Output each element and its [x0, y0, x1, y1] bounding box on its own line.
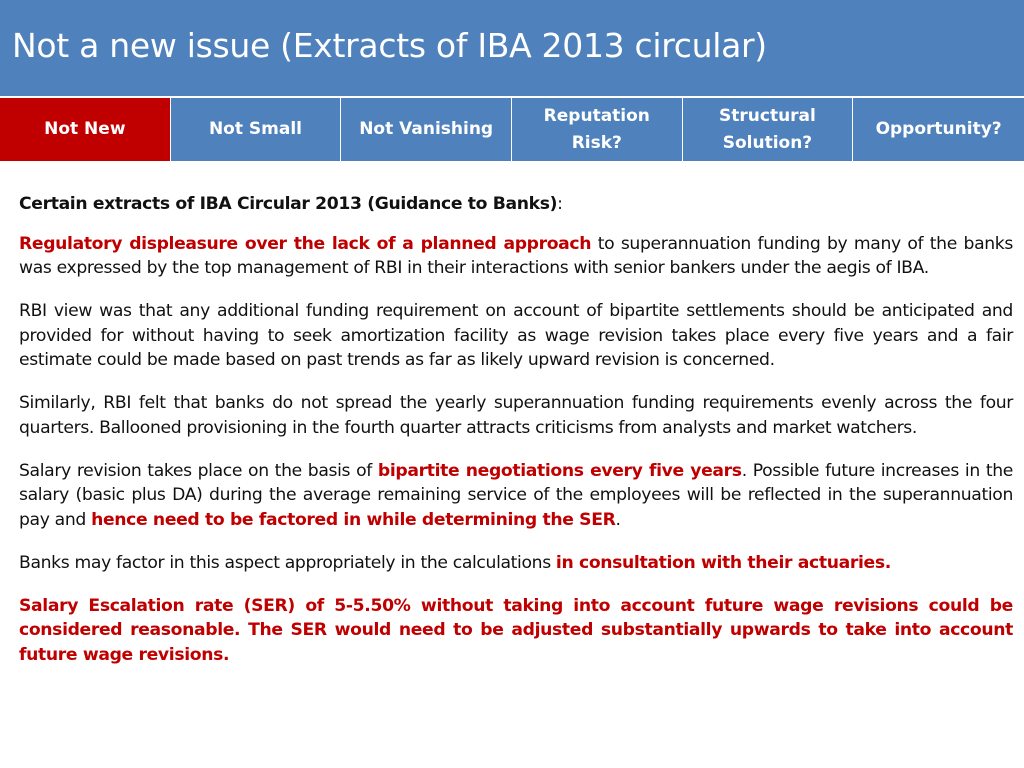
highlight-actuaries: in consultation with their actuaries.	[555, 552, 891, 573]
tab-structural-solution[interactable]: Structural Solution?	[683, 98, 854, 161]
paragraph-quarters: Similarly, RBI felt that banks do not spread the yearly superannuation funding requirements evenly across the four quarters. Ballooned provisioning in the fourth quarter attracts criticisms from analysts and market watchers.	[19, 393, 1013, 438]
tab-opportunity[interactable]: Opportunity?	[853, 98, 1024, 161]
actuaries-text: Banks may factor in this aspect appropriately in the calculations	[19, 552, 556, 573]
salary-text-a: Salary revision takes place on the basis of	[19, 460, 378, 481]
content-body	[19, 192, 1013, 686]
highlight-planned-approach: Regulatory displeasure over the lack of a planned approach	[19, 233, 592, 254]
intro-bold: Certain extracts of IBA Circular 2013 (Guidance to Banks)	[19, 194, 558, 214]
tab-bar	[0, 98, 1024, 161]
paragraph-ser-conclusion: Salary Escalation rate (SER) of 5-5.50% without taking into account future wage revisions could be considered reasonable. The SER would need to be adjusted substantially upwards to take into account future wage revisions.	[19, 595, 1013, 665]
salary-text-c: .	[615, 509, 621, 530]
tab-not-vanishing[interactable]: Not Vanishing	[341, 98, 512, 161]
paragraph-regulatory	[19, 232, 1013, 281]
salary-text-b: . Possible future increases in the salary (basic plus DA) during the average remaining service of the employees will be reflected in the superannuation pay and	[19, 460, 1013, 530]
paragraph-salary-revision	[19, 459, 1013, 533]
highlight-factored-ser: hence need to be factored in while determining the SER	[91, 509, 616, 530]
tab-not-new[interactable]: Not New	[0, 98, 171, 161]
tab-not-small[interactable]: Not Small	[171, 98, 342, 161]
paragraph-regulatory-text: to superannuation funding by many of the banks was expressed by the top management of RBI in their interactions with senior bankers under the aegis of IBA.	[19, 233, 1013, 278]
title-bar	[0, 0, 1024, 96]
highlight-bipartite: bipartite negotiations every five years	[377, 460, 742, 481]
page-title: Not a new issue (Extracts of IBA 2013 circular)	[12, 26, 767, 65]
intro-paragraph	[19, 192, 1013, 217]
tab-reputation-risk[interactable]: Reputation Risk?	[512, 98, 683, 161]
paragraph-actuaries	[19, 551, 1013, 576]
intro-colon: :	[557, 194, 563, 214]
paragraph-rbi-view: RBI view was that any additional funding requirement on account of bipartite settlements should be anticipated and provided for without having to seek amortization facility as wage revision takes place every five years and a fair estimate could be made based on past trends as far as likely upward revision is concerned.	[19, 301, 1013, 370]
